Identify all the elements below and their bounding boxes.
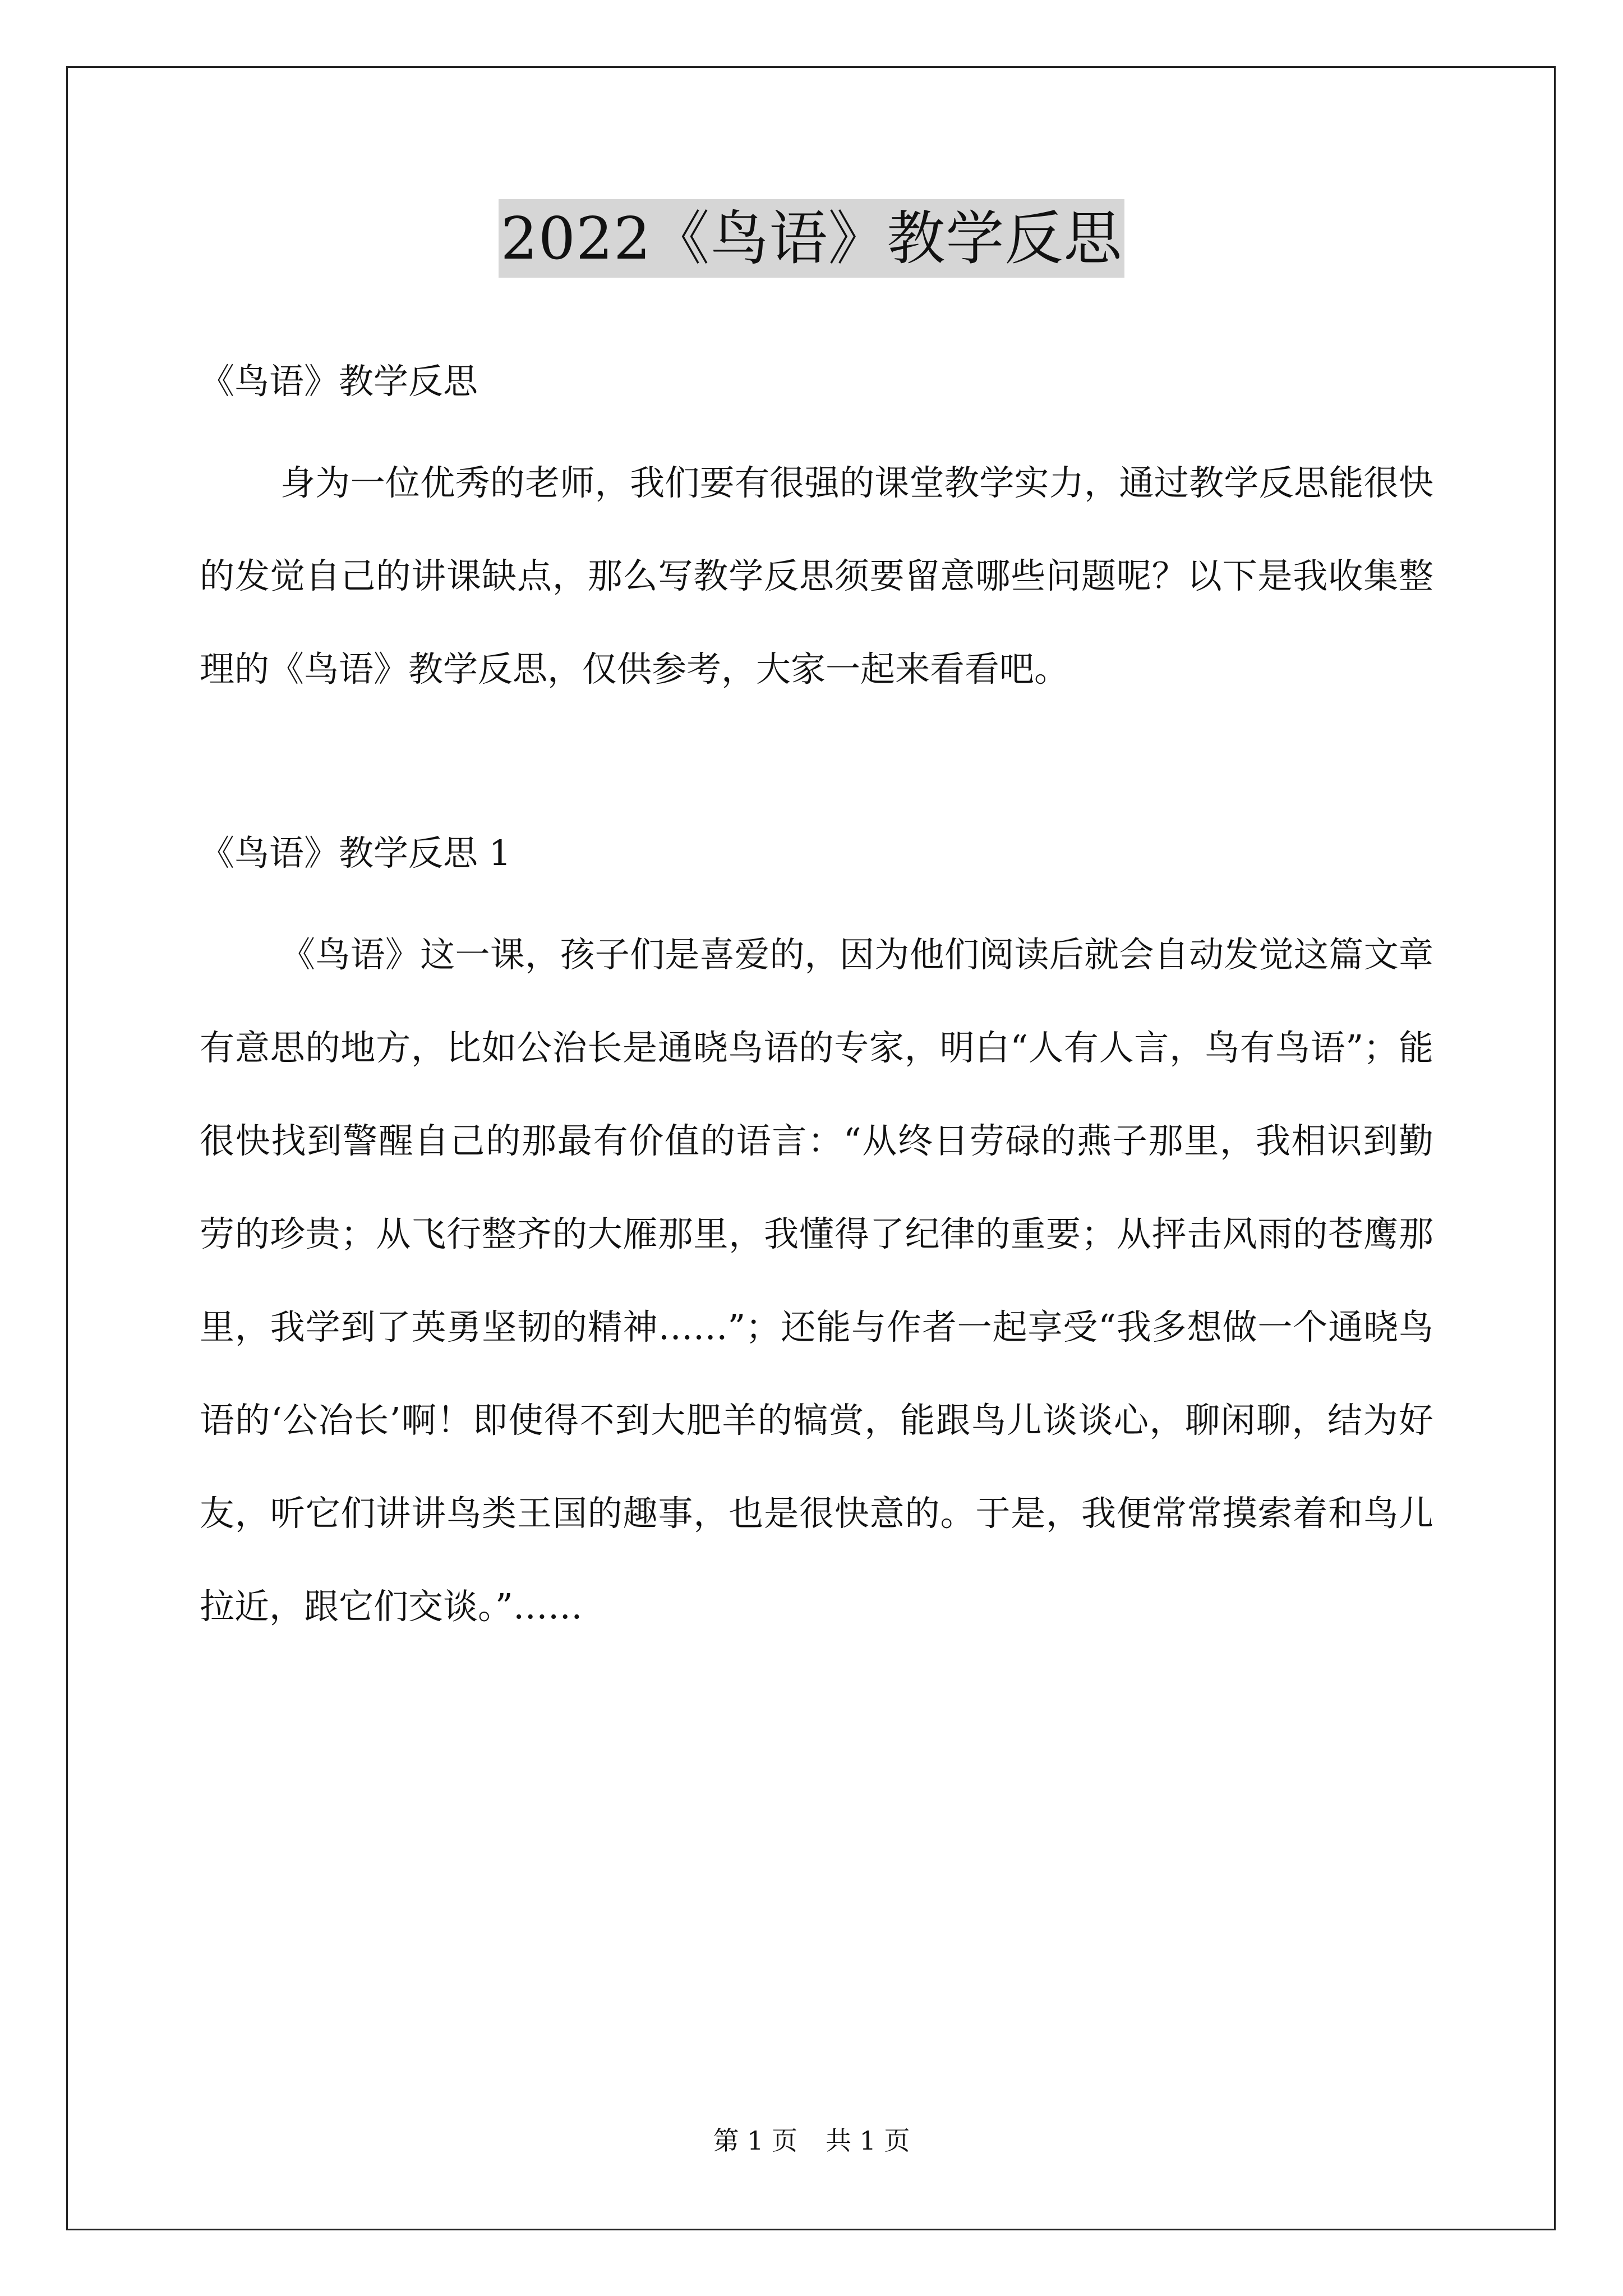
spacer [200, 716, 1433, 814]
intro-paragraph: 身为一位优秀的老师，我们要有很强的课堂教学实力，通过教学反思能很快的发觉自己的讲课缺点，那么写教学反思须要留意哪些问题呢？以下是我收集整理的《鸟语》教学反思，仅供参考，大家一起来看看吧。 [200, 462, 1433, 689]
spacer [200, 892, 1433, 908]
title-container [0, 199, 1623, 278]
spacer [200, 421, 1433, 436]
essay-1-paragraph: 《鸟语》这一课，孩子们是喜爱的，因为他们阅读后就会自动发觉这篇文章有意思的地方，比如公治长是通晓鸟语的专家，明白“人有人言，鸟有鸟语”；能很快找到警醒自己的那最有价值的语言：“从终日劳碌的燕子那里，我相识到勤劳的珍贵；从飞行整齐的大雁那里，我懂得了纪律的重要；从抨击风雨的苍鹰那里，我学到了英勇坚韧的精神……”；还能与作者一起享受“我多想做一个通晓鸟语的‘公冶长’啊！即使得不到大肥羊的犒赏，能跟鸟儿谈谈心，聊闲聊，结为好友，听它们讲讲鸟类王国的趣事，也是很快意的。于是，我便常常摸索着和鸟儿拉近，跟它们交谈。”…… [200, 934, 1433, 1627]
document-body [200, 342, 1433, 1653]
page-footer [0, 2124, 1623, 2157]
page-total: 共 1 页 [826, 2125, 910, 2156]
document-title: 2022《鸟语》教学反思 [499, 199, 1125, 278]
essay-1-heading: 《鸟语》教学反思 1 [200, 832, 511, 873]
section-heading: 《鸟语》教学反思 [200, 361, 478, 402]
page-number: 第 1 页 [713, 2125, 797, 2156]
